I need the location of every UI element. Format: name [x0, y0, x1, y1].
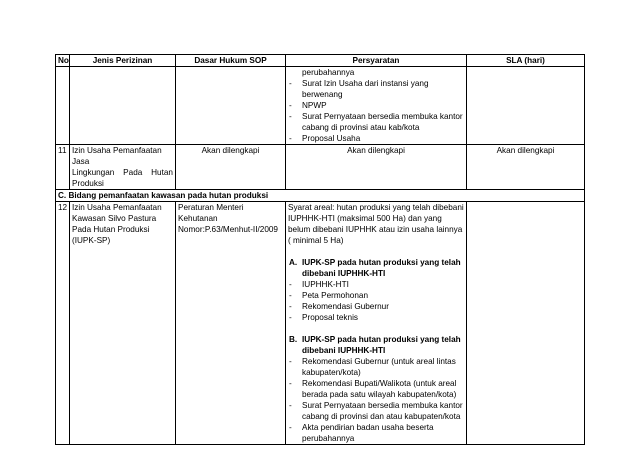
jenis-line: Lingkungan Pada Hutan	[72, 168, 173, 177]
header-jenis-perizinan: Jenis Perizinan	[70, 55, 176, 67]
list-item: - NPWP	[288, 100, 464, 111]
jenis-line: Izin Usaha Pemanfaatan Jasa	[72, 146, 162, 166]
cell-sla: Akan dilengkapi	[467, 145, 585, 190]
cell-jenis	[70, 145, 176, 190]
group-b-title: IUPK-SP pada hutan produksi yang telah dibebani IUPHHK-HTI	[302, 335, 461, 355]
group-b-heading	[288, 334, 464, 356]
list-item: - Rekomendasi Gubernur (untuk areal lintas kabupaten/kota)	[288, 356, 464, 378]
section-heading: C. Bidang pemanfaatan kawasan pada hutan produksi	[56, 190, 585, 202]
spacer	[288, 323, 464, 334]
cell-dasar	[176, 67, 286, 145]
cell-no	[56, 67, 70, 145]
group-a-list	[288, 279, 464, 323]
table-row-12	[56, 202, 585, 445]
licensing-table	[55, 54, 585, 445]
table-header-row	[56, 55, 585, 67]
cell-dasar: Akan dilengkapi	[176, 145, 286, 190]
jenis-line: Produksi	[72, 179, 104, 188]
continued-text: perubahannya	[302, 68, 355, 77]
header-dasar-hukum: Dasar Hukum SOP	[176, 55, 286, 67]
cell-jenis: Izin Usaha Pemanfaatan Kawasan Silvo Pastura Pada Hutan Produksi (IUPK-SP)	[70, 202, 176, 445]
list-item: - Surat Pernyataan bersedia membuka kantor cabang di provinsi atau kab/kota	[288, 111, 464, 133]
list-item: - Akta pendirian badan usaha beserta perubahannya	[288, 422, 464, 444]
cell-persyaratan	[286, 67, 467, 145]
requirement-list	[288, 78, 464, 144]
cell-jenis	[70, 67, 176, 145]
requirement-intro: Syarat areal: hutan produksi yang telah dibebani IUPHHK-HTI (maksimal 500 Ha) dan yang belum dibebani IUPHHK atau izin usaha lainnya ( minimal 5 Ha)	[288, 203, 464, 245]
group-b-list	[288, 356, 464, 444]
section-heading-row	[56, 190, 585, 202]
spacer	[288, 246, 464, 257]
cell-persyaratan: Akan dilengkapi	[286, 145, 467, 190]
cell-no: 12	[56, 202, 70, 445]
list-item: - Rekomendasi Bupati/Walikota (untuk areal berada pada satu wilayah kabupaten/kota)	[288, 378, 464, 400]
header-persyaratan: Persyaratan	[286, 55, 467, 67]
cell-sla	[467, 202, 585, 445]
table-row-11	[56, 145, 585, 190]
cell-persyaratan	[286, 202, 467, 445]
header-no: No	[56, 55, 70, 67]
table-row-continued	[56, 67, 585, 145]
list-item: - Proposal Usaha	[288, 133, 464, 144]
header-sla: SLA (hari)	[467, 55, 585, 67]
cell-sla	[467, 67, 585, 145]
list-item: - Surat Izin Usaha dari instansi yang berwenang	[288, 78, 464, 100]
cell-dasar: Peraturan Menteri Kehutanan Nomor:P.63/Menhut-II/2009	[176, 202, 286, 445]
list-item: - Surat Pernyataan bersedia membuka kantor cabang di provinsi dan atau kabupaten/kota	[288, 400, 464, 422]
list-item: - IUPHHK-HTI	[288, 279, 464, 290]
list-item: - Proposal teknis	[288, 312, 464, 323]
cell-no: 11	[56, 145, 70, 190]
group-b-letter: B.	[289, 335, 298, 344]
group-a-heading	[288, 257, 464, 279]
group-a-title: IUPK-SP pada hutan produksi yang telah dibebani IUPHHK-HTI	[302, 258, 461, 278]
list-item: - Rekomendasi Gubernur	[288, 301, 464, 312]
group-a-letter: A.	[289, 258, 298, 267]
list-item: - Peta Permohonan	[288, 290, 464, 301]
